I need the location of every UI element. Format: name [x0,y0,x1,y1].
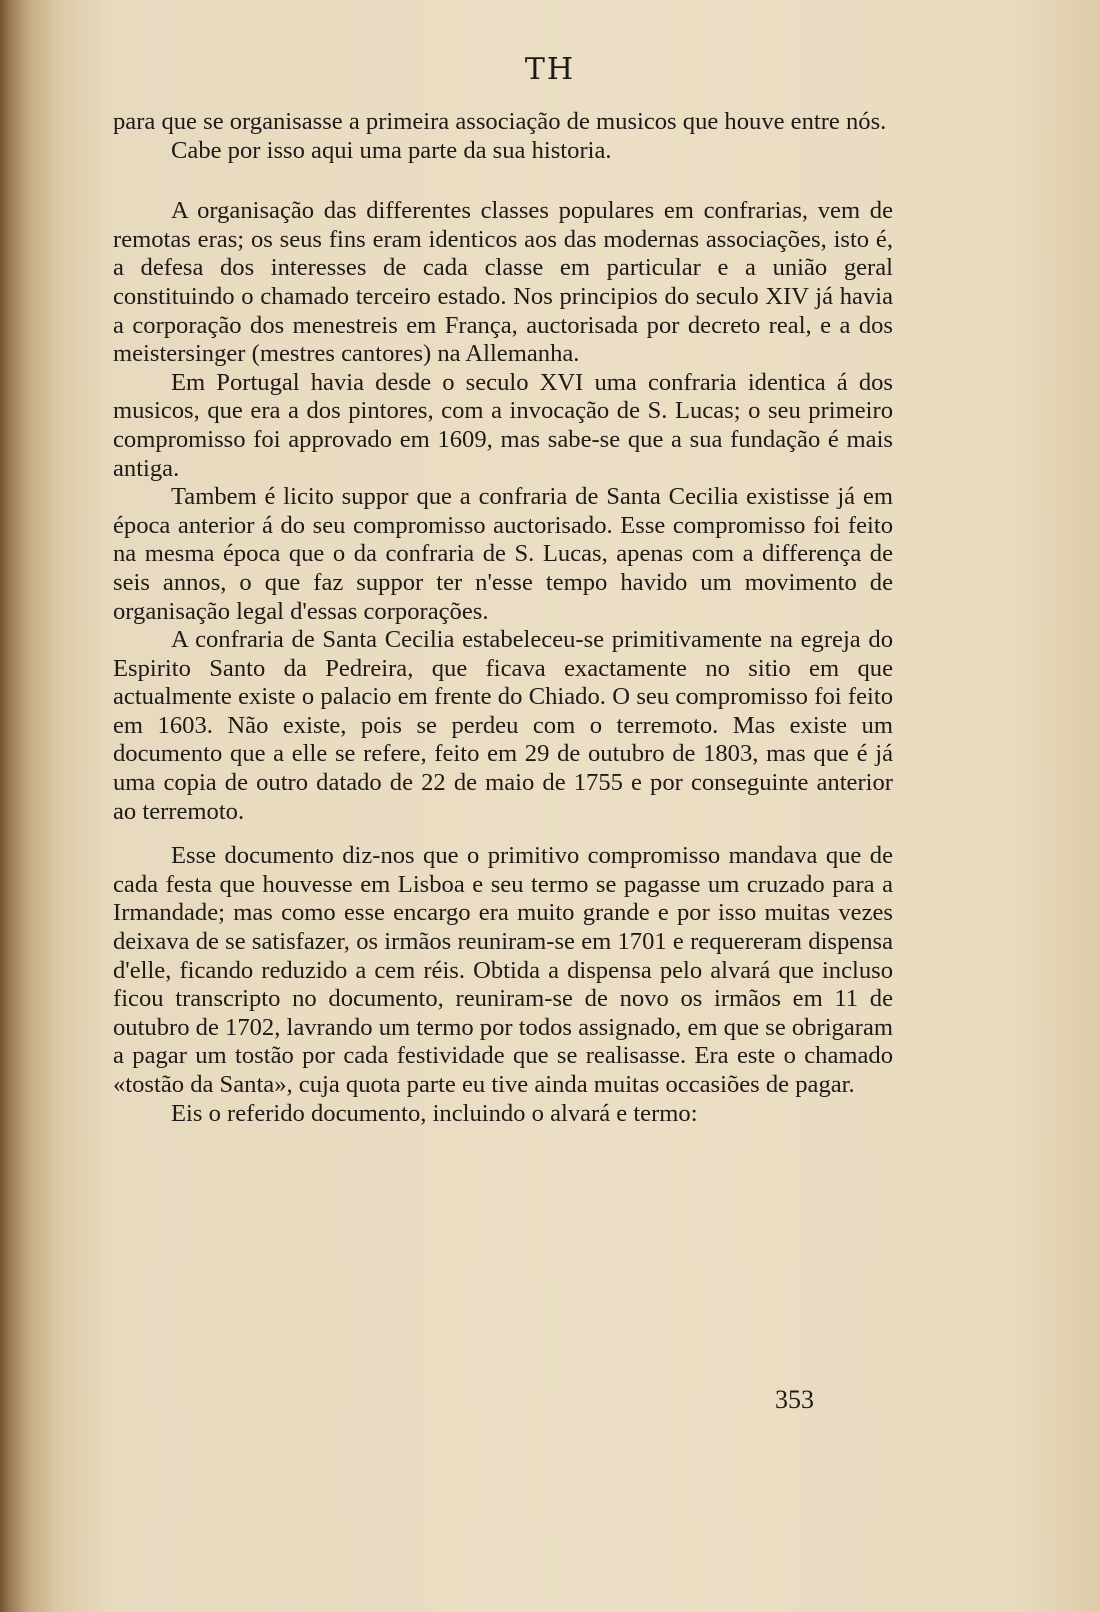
paragraph-4: Em Portugal havia desde o seculo XVI uma confraria identica á dos musicos, que era a dos pintores, com a invocação de S. Lucas; o seu primeiro compromisso foi approvado em 1609, mas sabe-se que a sua fundação é mais antiga. [113,368,893,482]
paragraph-7: Esse documento diz-nos que o primitivo compromisso mandava que de cada festa que houvesse em Lisboa e seu termo se pagasse um cruzado para a Irmandade; mas como esse encargo era muito grande e por isso muitas vezes deixava de se satisfazer, os irmãos reuniram-se em 1701 e requereram dispensa d'elle, ficando reduzido a cem réis. Obtida a dispensa pelo alvará que incluso ficou transcripto no documento, reuniram-se de novo os irmãos em 11 de outubro de 1702, lavrando um termo por todos assignado, em que se obrigaram a pagar um tostão por cada festividade que se realisasse. Era este o chamado «tostão da Santa», cuja quota parte eu tive ainda muitas occasiões de pagar. [113,842,893,1098]
paragraph-5: Tambem é licito suppor que a confraria de Santa Cecilia existisse já em época anterior á do seu compromisso auctorisado. Esse compromisso foi feito na mesma época que o da confraria de S. Lucas, apenas com a differença de seis annos, o que faz suppor ter n'esse tempo havido um movimento de organisação legal d'essas corporações. [113,483,893,625]
running-header: TH [524,52,576,87]
page-number: 353 [775,1385,814,1414]
paragraph-1: para que se organisasse a primeira associação de musicos que houve entre nós. [113,108,887,135]
paragraph-2: Cabe por isso aqui uma parte da sua historia. [171,136,612,164]
paragraph-8: Eis o referido documento, incluindo o alvará e termo: [171,1099,698,1127]
paragraph-6: A confraria de Santa Cecilia estabeleceu-se primitivamente na egreja do Espirito Santo da Pedreira, que ficava exactamente no sitio em que actualmente existe o palacio em frente do Chiado. O seu compromisso foi feito em 1603. Não existe, pois se perdeu com o terremoto. Mas existe um documento que a elle se refere, feito em 29 de outubro de 1803, mas que é já uma copia de outro datado de 22 de maio de 1755 e por conseguinte anterior ao terremoto. [113,626,893,825]
paragraph-3: A organisação das differentes classes populares em confrarias, vem de remotas eras; os seus fins eram identicos aos das modernas associações, isto é, a defesa dos interesses de cada classe em particular e a união geral constituindo o chamado terceiro estado. Nos principios do seculo XIV já havia a corporação dos menestreis em França, auctorisada por decreto real, e a dos meistersinger (mestres cantores) na Allemanha. [113,197,893,368]
body-text [113,108,893,1128]
